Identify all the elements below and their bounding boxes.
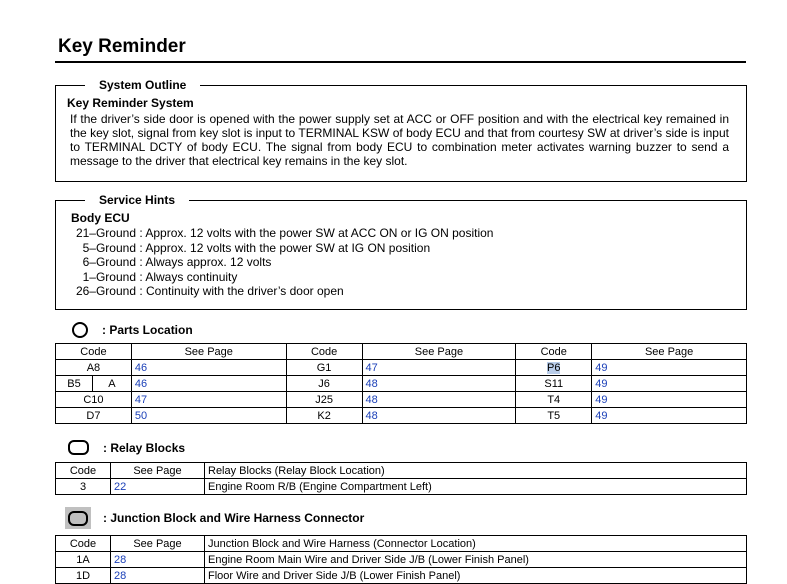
part-code: K2	[286, 408, 362, 424]
part-code: D7	[56, 408, 132, 424]
col-description: Junction Block and Wire Harness (Connector Location)	[205, 536, 747, 552]
service-hint-row	[70, 226, 493, 241]
junction-code: 1D	[56, 568, 111, 584]
relay-block-symbol-icon	[68, 440, 89, 455]
table-row	[56, 552, 747, 568]
part-code: S11	[516, 376, 592, 392]
col-code: Code	[56, 463, 111, 479]
page-link[interactable]: 48	[365, 409, 378, 422]
relay-code: 3	[56, 479, 111, 495]
col-see-page: See Page	[131, 344, 286, 360]
hint-description: : Continuity with the driver’s door open	[139, 284, 344, 298]
junction-block-table	[55, 535, 747, 584]
table-header-row	[56, 536, 747, 552]
system-outline-text: If the driver’s side door is opened with the power supply set at ACC or OFF position and with the electrical key remained in the key slot, signal from key slot is input to TERMINAL KSW of body ECU and that from courtesy SW at driver’s side is input to TERMINAL DCTY of body ECU. The signal from body ECU to combination meter activates warning buzzer to send a message to the driver that electrical key remains in the key slot.	[70, 112, 729, 168]
junction-block-symbol-icon	[65, 507, 91, 529]
relay-description: Engine Room R/B (Engine Compartment Left)	[205, 479, 747, 495]
page-link[interactable]: 49	[595, 377, 608, 390]
table-row	[56, 392, 747, 408]
page-link[interactable]: 47	[134, 393, 148, 406]
parts-location-title: : Parts Location	[102, 323, 193, 337]
part-code: B5	[56, 376, 93, 392]
page-link[interactable]: 49	[595, 409, 608, 422]
parts-location-symbol-icon	[72, 322, 88, 338]
service-hints-heading: Body ECU	[71, 211, 130, 225]
table-header-row	[56, 463, 747, 479]
system-outline-label: System Outline	[85, 78, 200, 92]
part-code: G1	[286, 360, 362, 376]
part-code: C10	[56, 392, 132, 408]
part-code: T4	[516, 392, 592, 408]
col-code: Code	[56, 536, 111, 552]
col-see-page: See Page	[111, 463, 205, 479]
page-link[interactable]: 49	[595, 361, 608, 374]
table-row	[56, 408, 747, 424]
part-code	[516, 360, 592, 376]
service-hint-row	[70, 241, 430, 256]
page-link[interactable]: 48	[365, 393, 378, 406]
relay-blocks-title: : Relay Blocks	[103, 440, 186, 455]
hint-description: : Always continuity	[139, 269, 238, 284]
system-outline-heading: Key Reminder System	[67, 96, 194, 110]
page-title: Key Reminder	[58, 36, 186, 57]
col-see-page: See Page	[111, 536, 205, 552]
table-row	[56, 568, 747, 584]
hint-terminal: 21–Ground	[75, 226, 136, 240]
hint-terminal: 26–Ground	[75, 284, 136, 298]
page-link[interactable]: 47	[365, 361, 378, 374]
table-row	[56, 376, 747, 392]
hint-description: : Approx. 12 volts with the power SW at ACC ON or IG ON position	[139, 226, 494, 240]
parts-location-heading	[72, 322, 193, 338]
page-link[interactable]: 28	[114, 553, 127, 566]
junction-description: Floor Wire and Driver Side J/B (Lower Finish Panel)	[205, 568, 747, 584]
service-hint-row	[70, 255, 271, 270]
parts-location-table	[55, 343, 747, 424]
relay-blocks-table	[55, 462, 747, 495]
table-header-row	[56, 344, 747, 360]
part-code: T5	[516, 408, 592, 424]
part-code: J6	[286, 376, 362, 392]
service-hint-row	[70, 284, 344, 299]
col-see-page: See Page	[362, 344, 516, 360]
junction-description: Engine Room Main Wire and Driver Side J/B (Lower Finish Panel)	[205, 552, 747, 568]
relay-blocks-heading	[68, 440, 185, 455]
page-link[interactable]: 28	[114, 569, 127, 582]
page-link[interactable]: 50	[134, 409, 148, 422]
junction-block-heading	[65, 507, 364, 529]
title-divider	[55, 61, 746, 63]
service-hints-label: Service Hints	[85, 193, 189, 207]
hint-terminal: 5–Ground	[82, 240, 136, 255]
hint-terminal: 1–Ground	[82, 269, 136, 284]
page-link[interactable]: 48	[365, 377, 378, 390]
page-link[interactable]: 46	[134, 361, 148, 374]
part-code: J25	[286, 392, 362, 408]
page-link[interactable]: 22	[114, 480, 127, 493]
page-link[interactable]: 46	[134, 377, 148, 390]
service-hint-row	[70, 270, 237, 285]
hint-description: : Approx. 12 volts with the power SW at IG ON position	[139, 240, 431, 255]
table-row	[56, 479, 747, 495]
selected-text: P6	[547, 361, 561, 374]
hint-terminal: 6–Ground	[82, 255, 136, 269]
col-see-page: See Page	[592, 344, 747, 360]
part-code-suffix: A	[92, 376, 131, 392]
junction-block-title: : Junction Block and Wire Harness Connector	[103, 511, 365, 525]
junction-code: 1A	[56, 552, 111, 568]
table-row	[56, 360, 747, 376]
hint-description: : Always approx. 12 volts	[139, 255, 272, 269]
col-code: Code	[516, 344, 592, 360]
col-code: Code	[56, 344, 132, 360]
page-link[interactable]: 49	[595, 393, 608, 406]
part-code: A8	[56, 360, 132, 376]
col-code: Code	[286, 344, 362, 360]
col-description: Relay Blocks (Relay Block Location)	[205, 463, 747, 479]
